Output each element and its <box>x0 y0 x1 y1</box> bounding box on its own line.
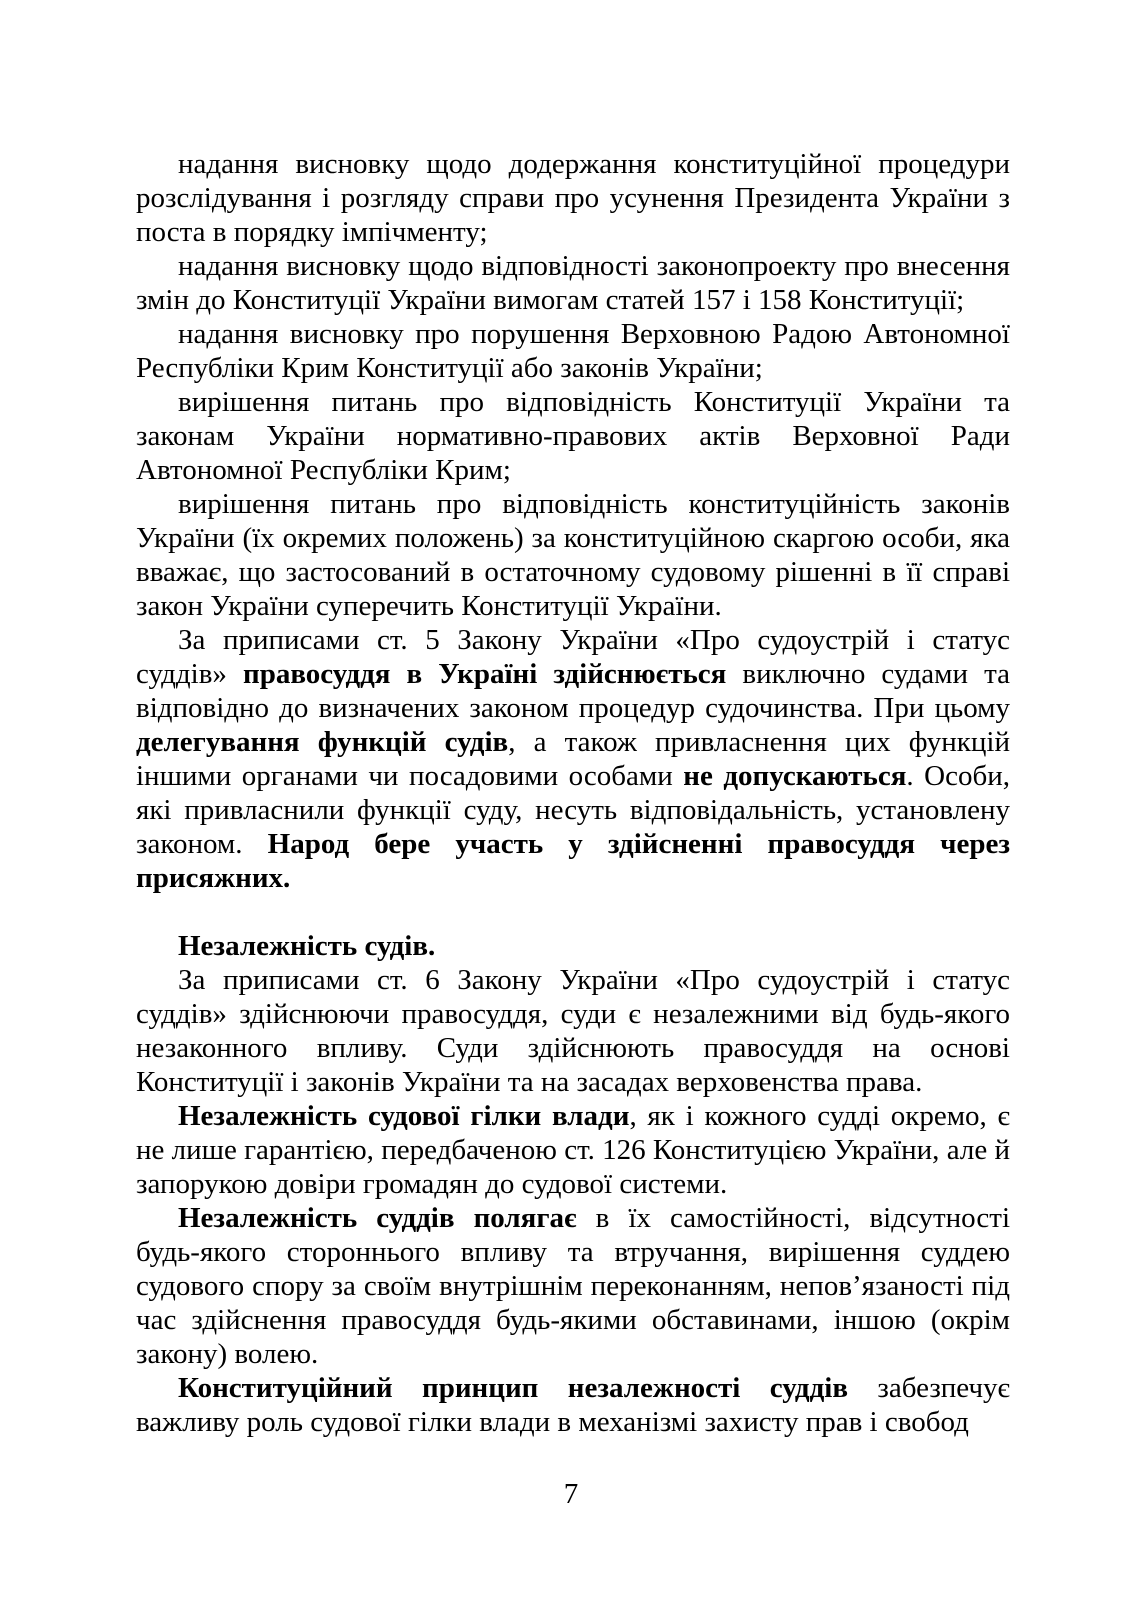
text-run: , як і кожного судді окремо, є не лише гарантією, передбаченою ст. 126 Конституцією України, але й запорукою довіри громадян до судової системи. <box>136 1100 1010 1200</box>
paragraph <box>136 1371 1010 1439</box>
text-run: За приписами ст. 5 Закону України «Про судоустрій і статус суддів» <box>136 624 1010 690</box>
text-run: в їх самостійності, відсутності будь-якого стороннього впливу та втручання, вирішення суддею судового спору за своїм внутрішнім переконанням, непов’язаності під час здійснення правосуддя будь-якими обставинами, іншою (окрім закону) волею. <box>136 1202 1010 1370</box>
bold-text-run: Незалежність судів. <box>178 930 436 962</box>
paragraph <box>136 147 1010 249</box>
bold-text-run: Незалежність судової гілки влади <box>178 1100 630 1132</box>
bold-text-run: правосуддя в Україні здійснюється <box>242 658 727 690</box>
text-run: забезпечує важливу роль судової гілки влади в механізмі захисту прав і свобод <box>136 1372 1010 1438</box>
section-heading <box>136 929 1010 963</box>
text-run: вирішення питань про відповідність конституційність законів України (їх окремих положень) за конституційною скаргою особи, яка вважає, що застосований в остаточному судовому рішенні в її справі закон України суперечить Конституції України. <box>136 488 1010 622</box>
bold-text-run: Незалежність суддів полягає <box>178 1202 577 1234</box>
text-run: виключно судами та відповідно до визначених законом процедур судочинства. При цьому <box>136 658 1010 724</box>
text-run: надання висновку щодо додержання конституційної процедури розслідування і розгляду справи про усунення Президента України з поста в порядку імпічменту; <box>136 148 1010 248</box>
text-run: За приписами ст. 6 Закону України «Про судоустрій і статус суддів» здійснюючи правосуддя, суди є незалежними від будь-якого незаконного впливу. Суди здійснюють правосуддя на основі Конституції і законів України та на засадах верховенства права. <box>136 964 1010 1098</box>
page-number: 7 <box>563 1478 579 1510</box>
paragraph <box>136 623 1010 895</box>
bold-text-run: Народ бере участь у здійсненні правосуддя через присяжних. <box>136 828 1011 894</box>
paragraph <box>136 1099 1010 1201</box>
paragraph <box>136 1201 1010 1371</box>
bold-text-run: Конституційний принцип незалежності суддів <box>178 1372 848 1404</box>
paragraph <box>136 487 1010 623</box>
paragraph <box>136 963 1010 1099</box>
bold-text-run: не допускаються <box>683 760 907 792</box>
text-run: , а також привласнення цих функцій іншими органами чи посадовими особами <box>136 726 1010 792</box>
text-run: надання висновку про порушення Верховною Радою Автономної Республіки Крим Конституції або законів України; <box>136 318 1010 384</box>
page-text-block <box>136 147 1010 1439</box>
text-run: . Особи, які привласнили функції суду, несуть відповідальність, установлену законом. <box>136 760 1010 860</box>
paragraph <box>136 249 1010 317</box>
bold-text-run: делегування функцій судів <box>136 726 509 758</box>
paragraph <box>136 317 1010 385</box>
text-run: вирішення питань про відповідність Конституції України та законам України нормативно-правових актів Верховної Ради Автономної Республіки Крим; <box>136 386 1010 486</box>
text-run: надання висновку щодо відповідності законопроекту про внесення змін до Конституції України вимогам статей 157 і 158 Конституції; <box>136 250 1010 316</box>
paragraph <box>136 385 1010 487</box>
